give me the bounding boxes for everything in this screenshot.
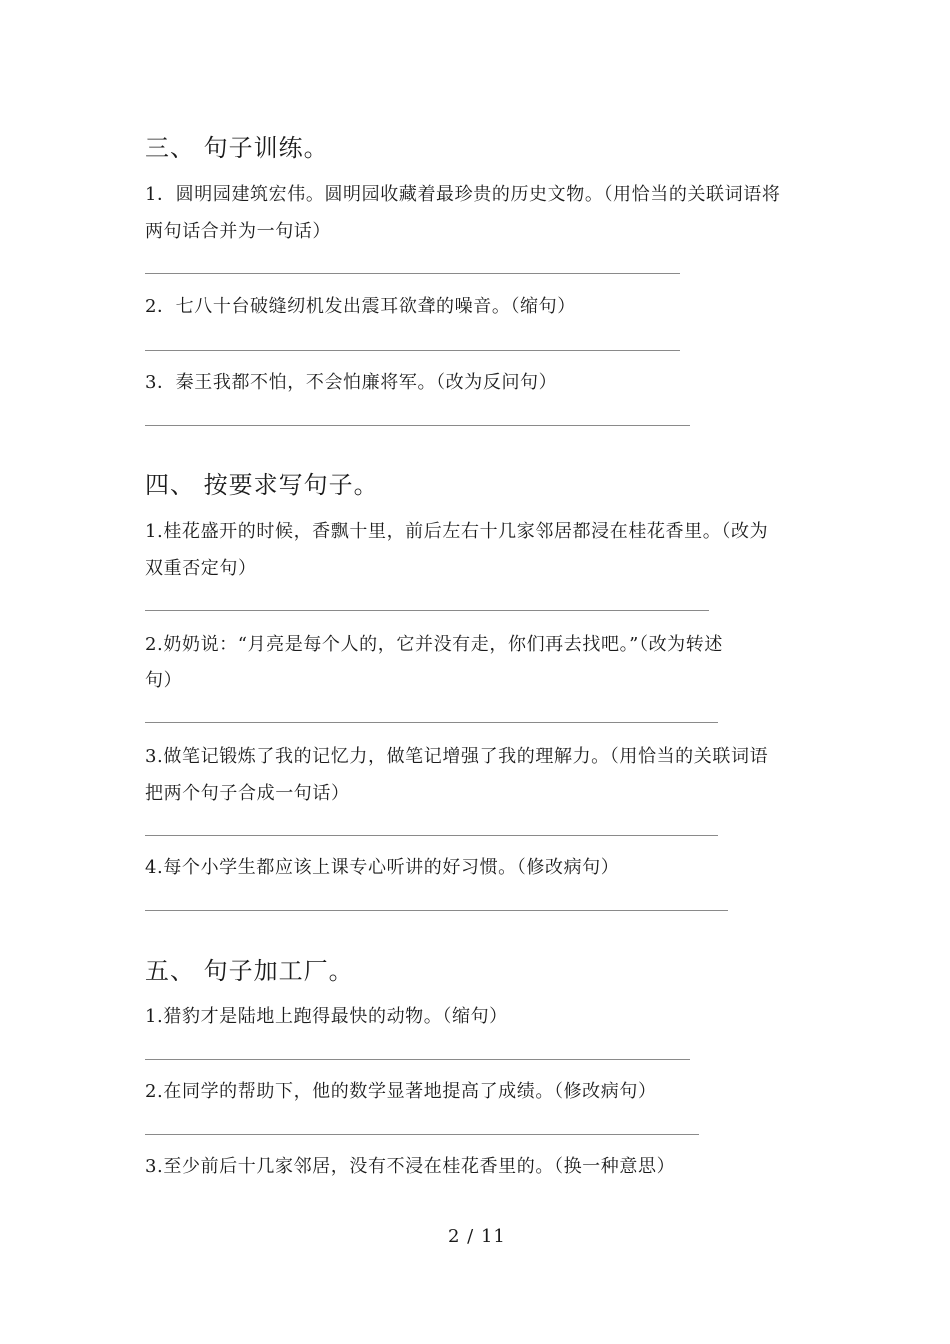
section-5-q1: 1.猎豹才是陆地上跑得最快的动物。（缩句） [145,1006,508,1027]
section-5-heading: 五、 句子加工厂。 [145,957,354,985]
section-4-q1-line1: 1.桂花盛开的时候，香飘十里，前后左右十几家邻居都浸在桂花香里。（改为 [145,521,769,542]
section-4-q1-line2: 双重否定句） [145,558,257,579]
answer-line[interactable] [145,835,718,836]
section-3-q3: 3．秦王我都不怕，不会怕廉将军。（改为反问句） [145,372,558,393]
section-3-heading: 三、 句子训练。 [145,134,329,162]
answer-line[interactable] [145,1059,690,1060]
section-4-q2-line1: 2.奶奶说：“月亮是每个人的，它并没有走，你们再去找吧。”（改为转述 [145,634,723,655]
section-4-q2-line2: 句） [145,670,183,691]
answer-line[interactable] [145,722,718,723]
answer-line[interactable] [145,425,690,426]
section-3-q1-line2: 两句话合并为一句话） [145,221,331,242]
answer-line[interactable] [145,1134,699,1135]
section-5-q2: 2.在同学的帮助下，他的数学显著地提高了成绩。（修改病句） [145,1081,657,1102]
answer-line[interactable] [145,610,709,611]
answer-line[interactable] [145,350,680,351]
answer-line[interactable] [145,910,728,911]
section-4-q3-line1: 3.做笔记锻炼了我的记忆力，做笔记增强了我的理解力。（用恰当的关联词语 [145,746,769,767]
section-5-q3: 3.至少前后十几家邻居，没有不浸在桂花香里的。（换一种意思） [145,1156,676,1177]
section-3-q1-line1: 1．圆明园建筑宏伟。圆明园收藏着最珍贵的历史文物。（用恰当的关联词语将 [145,184,781,205]
section-4-q4: 4.每个小学生都应该上课专心听讲的好习惯。（修改病句） [145,857,620,878]
section-4-heading: 四、 按要求写句子。 [145,471,379,499]
section-4-q3-line2: 把两个句子合成一句话） [145,783,350,804]
answer-line[interactable] [145,273,680,274]
page-number: 2 / 11 [448,1226,506,1247]
section-3-q2: 2．七八十台破缝纫机发出震耳欲聋的噪音。（缩句） [145,296,576,317]
